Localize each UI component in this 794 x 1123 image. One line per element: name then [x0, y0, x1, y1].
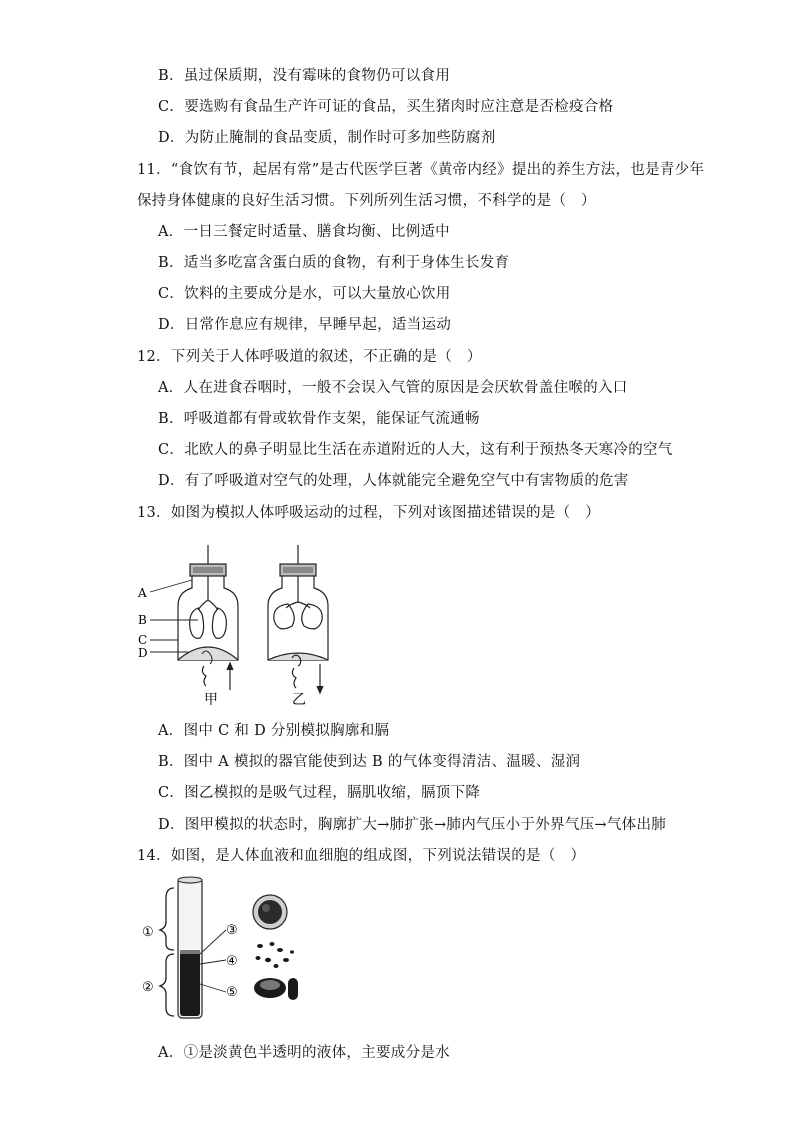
figure-label-c: C — [138, 633, 148, 647]
q13-option-d: D．图甲模拟的状态时，胸廓扩大→肺扩张→肺内气压小于外界气压→气体出肺 — [158, 817, 667, 833]
q12-option-d: D．有了呼吸道对空气的处理，人体就能完全避免空气中有害物质的危害 — [158, 473, 629, 489]
q14-option-a: A．①是淡黄色半透明的液体，主要成分是水 — [158, 1045, 450, 1061]
figure-label-1: ① — [142, 925, 154, 940]
q11-stem-line-1: 11．“食饮有节，起居有常”是古代医学巨著《黄帝内经》提出的养生方法，也是青少年 — [137, 162, 705, 178]
figure-label-4: ④ — [226, 954, 238, 969]
figure-label-b: B — [138, 613, 147, 627]
braces — [160, 888, 174, 1016]
q13-option-b: B．图中 A 模拟的器官能使到达 B 的气体变得清洁、温暖、湿润 — [158, 754, 581, 770]
figure-label-3: ③ — [226, 923, 238, 938]
q13-option-a: A．图中 C 和 D 分别模拟胸廓和膈 — [158, 723, 390, 739]
figure-label-2: ② — [142, 980, 154, 995]
q11-option-b: B．适当多吃富含蛋白质的食物，有利于身体生长发育 — [158, 255, 510, 271]
white-blood-cell — [253, 895, 287, 929]
q10-option-c: C．要选购有食品生产许可证的食品，买生猪肉时应注意是否检疫合格 — [158, 99, 614, 115]
figure-label-yi: 乙 — [292, 692, 306, 708]
jar-yi — [268, 545, 328, 693]
q11-stem-line-2: 保持身体健康的良好生活习惯。下列所列生活习惯，不科学的是（ ） — [137, 193, 596, 209]
q14-stem: 14．如图，是人体血液和血细胞的组成图，下列说法错误的是（ ） — [137, 848, 586, 864]
q11-option-c: C．饮料的主要成分是水，可以大量放心饮用 — [158, 286, 451, 302]
q13-option-c: C．图乙模拟的是吸气过程，膈肌收缩，膈顶下降 — [158, 785, 481, 801]
figure-label-a: A — [138, 586, 147, 600]
q12-option-c: C．北欧人的鼻子明显比生活在赤道附近的人大，这有利于预热冬天寒冷的空气 — [158, 442, 673, 458]
blood-composition-figure — [140, 874, 315, 1030]
q12-option-b: B．呼吸道都有骨或软骨作支架，能保证气流通畅 — [158, 411, 480, 427]
q12-stem: 12．下列关于人体呼吸道的叙述，不正确的是（ ） — [137, 349, 482, 365]
q10-option-b: B．虽过保质期，没有霉味的食物仍可以食用 — [158, 68, 451, 84]
jar-jia — [178, 545, 238, 690]
q13-stem: 13．如图为模拟人体呼吸运动的过程，下列对该图描述错误的是（ ） — [137, 505, 601, 521]
platelets — [256, 942, 295, 968]
q10-option-d: D．为防止腌制的食品变质，制作时可多加些防腐剂 — [158, 130, 496, 146]
red-blood-cells — [254, 978, 298, 1000]
figure-label-d: D — [138, 646, 148, 660]
figure-label-5: ⑤ — [226, 985, 238, 1000]
q12-option-a: A．人在进食吞咽时，一般不会误入气管的原因是会厌软骨盖住喉的入口 — [158, 380, 628, 396]
q11-option-a: A．一日三餐定时适量、膳食均衡、比例适中 — [158, 224, 450, 240]
test-tube — [178, 877, 202, 1018]
q11-option-d: D．日常作息应有规律，早睡早起，适当运动 — [158, 317, 452, 333]
figure-label-jia: 甲 — [204, 692, 218, 708]
breathing-model-figure — [130, 540, 350, 710]
